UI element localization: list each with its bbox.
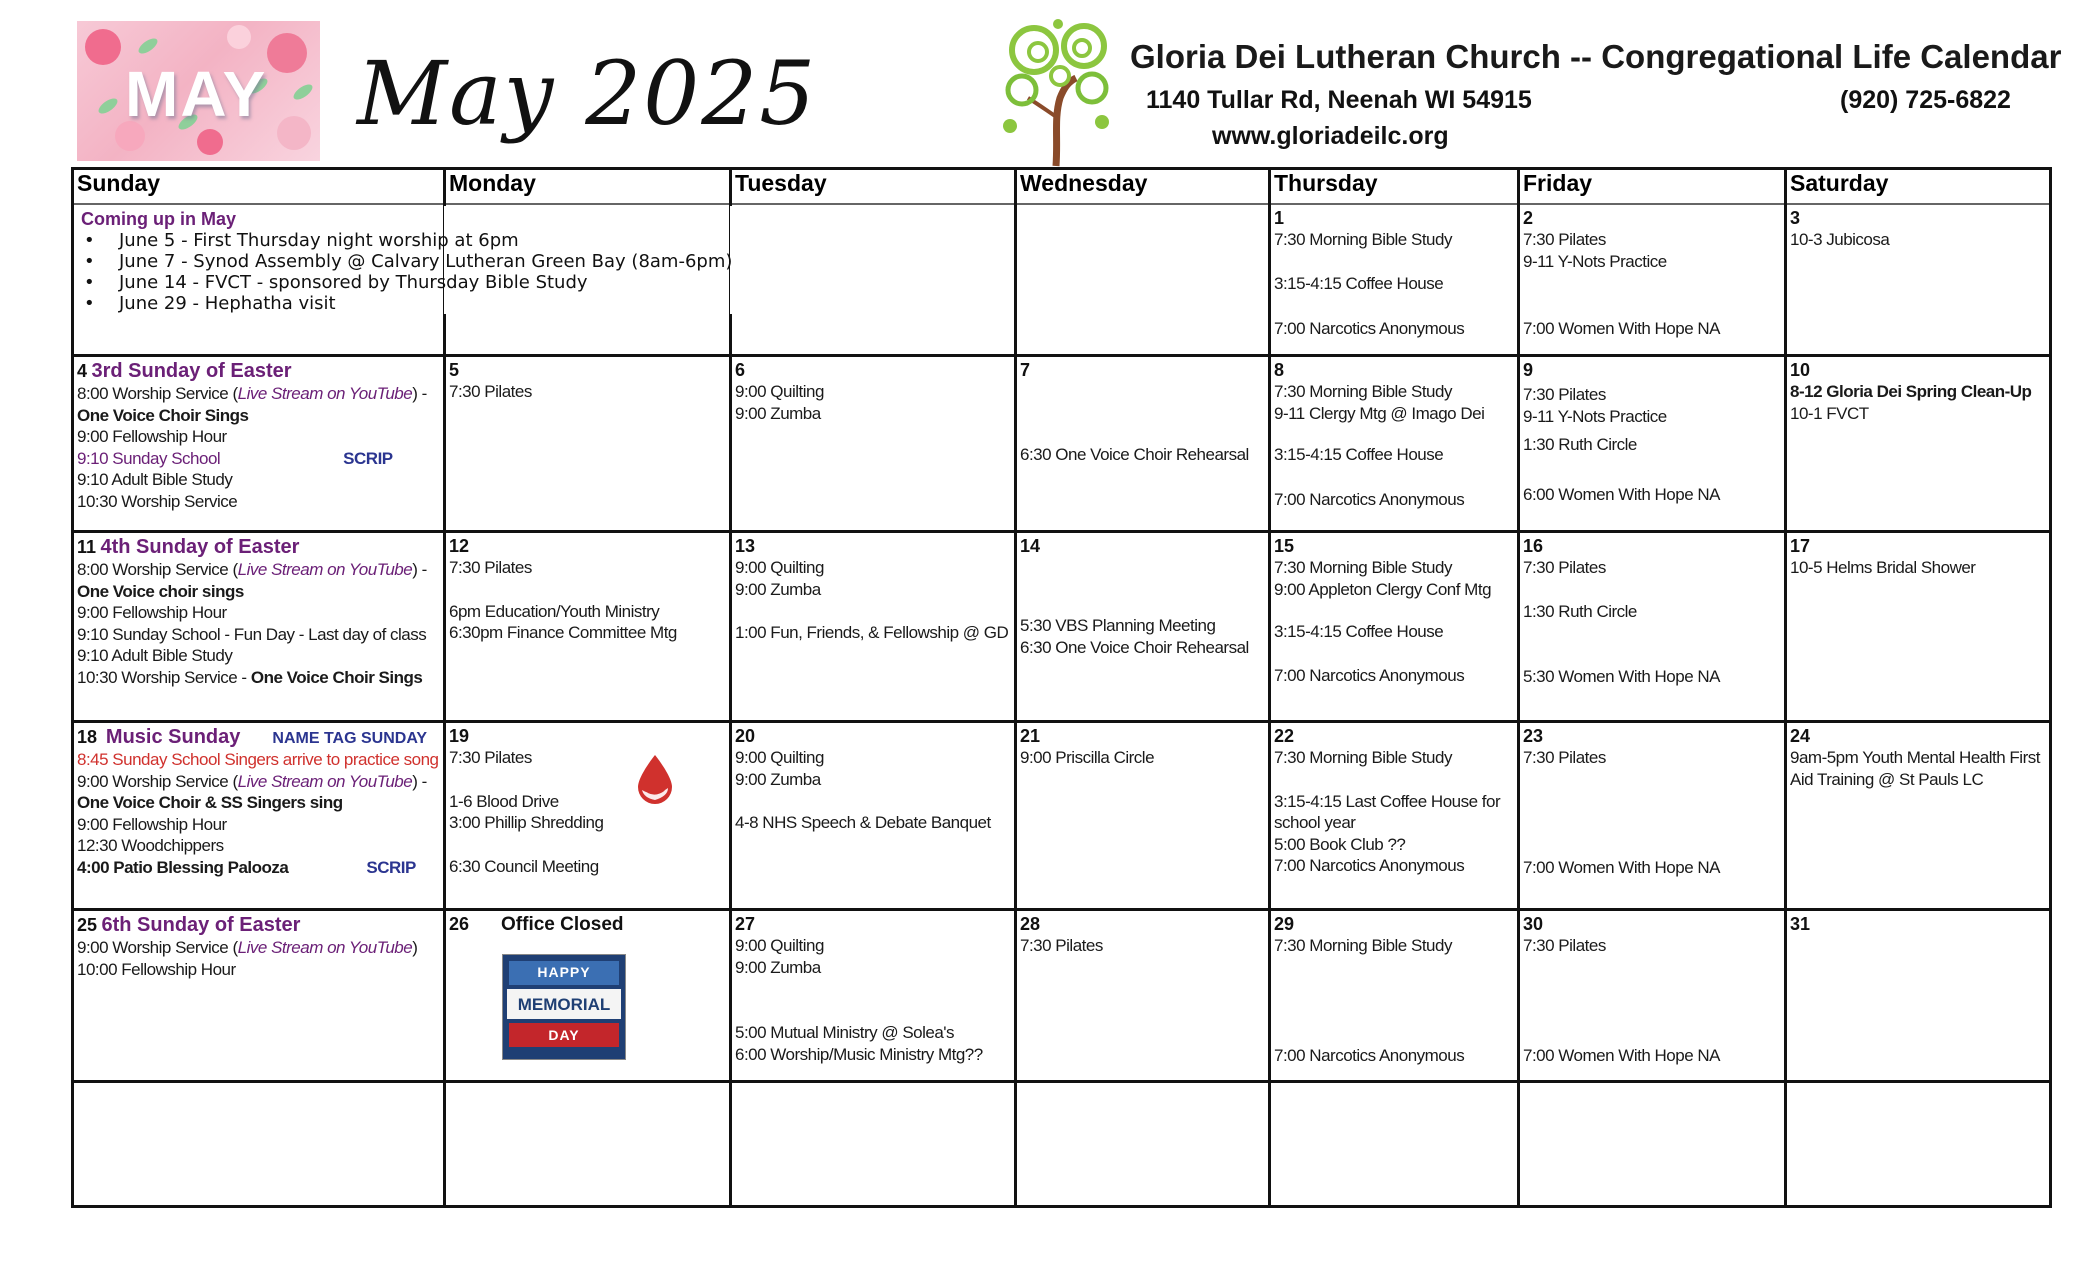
day-cell-24[interactable] — [1790, 726, 2045, 906]
day-number: 21 — [1020, 726, 1041, 746]
grid-line — [443, 354, 446, 1208]
event: 5:00 Book Club ?? — [1274, 834, 1406, 854]
day-number: 3 — [1790, 208, 1801, 228]
day-number: 30 — [1523, 914, 1544, 934]
church-phone: (920) 725-6822 — [1840, 86, 2011, 114]
event: 6:00 Worship/Music Ministry Mtg?? — [735, 1044, 983, 1064]
event: 7:00 Narcotics Anonymous — [1274, 319, 1465, 338]
day-cell-6[interactable] — [735, 360, 1011, 528]
day-number: 6 — [735, 360, 746, 380]
day-cell-15[interactable] — [1274, 536, 1514, 718]
day-number: 31 — [1790, 914, 1811, 934]
upcoming-events — [81, 208, 1001, 314]
day-cell-11[interactable] — [77, 536, 439, 718]
day-number: 9 — [1523, 360, 1534, 380]
upcoming-title: Coming up in May — [81, 209, 236, 229]
event: 3:15-4:15 Last Coffee House for — [1274, 791, 1501, 811]
sunday-title: 6th Sunday of Easter — [101, 914, 301, 936]
event: 3:15-4:15 Coffee House — [1274, 622, 1444, 641]
event: 1:00 Fun, Friends, & Fellowship @ GD — [735, 623, 1009, 642]
event: 9:00 Zumba — [735, 769, 821, 789]
church-name: Gloria Dei Lutheran Church -- Congregational Life Calendar — [1130, 38, 2062, 75]
livestream-link[interactable]: Live Stream on YouTube — [237, 938, 413, 957]
day-name-sunday: Sunday — [77, 170, 161, 196]
day-number: 5 — [449, 360, 460, 380]
event: 7:30 Morning Bible Study — [1274, 748, 1452, 767]
day-cell-30[interactable] — [1523, 914, 1781, 1078]
event: 9-11 Y-Nots Practice — [1523, 406, 1667, 426]
day-cell-8[interactable] — [1274, 360, 1514, 528]
grid-line — [71, 530, 2052, 533]
event: 7:00 Women With Hope NA — [1523, 319, 1720, 338]
event: 6:00 Women With Hope NA — [1523, 484, 1720, 504]
day-cell-22[interactable] — [1274, 726, 1514, 906]
day-number: 22 — [1274, 726, 1295, 746]
grid-line — [1784, 167, 1787, 1208]
church-address: 1140 Tullar Rd, Neenah WI 54915 — [1146, 86, 1532, 114]
event: 9:00 Zumba — [735, 579, 821, 599]
event: 9:10 Adult Bible Study — [77, 646, 233, 665]
event: 6:30 One Voice Choir Rehearsal — [1020, 445, 1249, 464]
day-number: 12 — [449, 536, 470, 556]
day-number: 20 — [735, 726, 756, 746]
event: 8-12 Gloria Dei Spring Clean-Up — [1790, 382, 2032, 401]
church-website[interactable]: www.gloriadeilc.org — [1212, 122, 1449, 150]
day-cell-14[interactable] — [1020, 536, 1265, 718]
event: 9:00 Priscilla Circle — [1020, 748, 1155, 767]
event: 9:10 Sunday School - Fun Day - Last day of class — [77, 624, 427, 644]
event: One Voice choir sings — [77, 581, 244, 601]
tree-logo-icon — [998, 18, 1118, 168]
day-number: 10 — [1790, 360, 1811, 380]
day-number: 15 — [1274, 536, 1295, 556]
day-number: 14 — [1020, 536, 1041, 556]
grid-line — [729, 354, 732, 1208]
event: 4:00 Patio Blessing Palooza — [77, 857, 289, 877]
event: 9:00 Quilting — [735, 936, 824, 955]
day-cell-31[interactable] — [1790, 914, 2045, 1078]
livestream-link[interactable]: Live Stream on YouTube — [237, 560, 413, 579]
day-cell-19[interactable] — [449, 726, 725, 906]
event: 9:00 Quilting — [735, 748, 824, 767]
day-name-wednesday: Wednesday — [1020, 170, 1148, 196]
event: 9:00 Zumba — [735, 957, 821, 977]
event: ) - — [412, 560, 427, 579]
sunday-title: 4th Sunday of Easter — [100, 536, 300, 558]
day-number: 18 — [77, 727, 98, 747]
month-title: May 2025 — [357, 42, 818, 145]
event: 7:30 Pilates — [449, 558, 532, 577]
event: 7:00 Narcotics Anonymous — [1274, 489, 1465, 509]
event: 7:30 Pilates — [1523, 748, 1606, 767]
may-banner-image — [77, 21, 320, 161]
day-cell-4[interactable] — [77, 360, 439, 528]
scrip-label: SCRIP — [343, 448, 393, 468]
grid-line — [71, 203, 2052, 205]
banner-text: MEMORIAL — [517, 995, 611, 1014]
day-cell-23[interactable] — [1523, 726, 1781, 906]
calendar-grid — [71, 167, 2052, 1208]
upcoming-item: • June 7 - Synod Assembly @ Calvary Lutheran Green Bay (8am-6pm) — [81, 251, 1001, 272]
event: 1:30 Ruth Circle — [1523, 601, 1637, 621]
event: 10-3 Jubicosa — [1790, 230, 1890, 249]
day-cell-18[interactable] — [77, 726, 439, 906]
grid-line — [1014, 167, 1017, 1208]
event: 9-11 Y-Nots Practice — [1523, 251, 1667, 271]
event: One Voice Choir Sings — [250, 667, 423, 687]
day-number: 28 — [1020, 914, 1041, 934]
event: 7:00 Narcotics Anonymous — [1274, 856, 1465, 875]
day-cell-3[interactable] — [1790, 208, 2045, 352]
event: 9:10 Adult Bible Study — [77, 470, 233, 489]
event: Aid Training @ St Pauls LC — [1790, 769, 1984, 789]
grid-line — [71, 908, 2052, 911]
event: 8:45 Sunday School Singers arrive to practice song — [77, 750, 439, 769]
upcoming-item: • June 14 - FVCT - sponsored by Thursday Bible Study — [81, 272, 1001, 293]
event: 8:00 Worship Service ( — [77, 560, 238, 579]
event: 9:00 Quilting — [735, 558, 824, 577]
event: 7:30 Morning Bible Study — [1274, 230, 1452, 249]
event: ) - — [412, 771, 427, 791]
event: 9am-5pm Youth Mental Health First — [1790, 748, 2040, 767]
event: 3:00 Phillip Shredding — [449, 813, 604, 832]
grid-line — [1517, 167, 1520, 1208]
day-cell-1[interactable] — [1274, 208, 1514, 352]
sunday-title: 3rd Sunday of Easter — [91, 360, 292, 382]
day-name-saturday: Saturday — [1790, 170, 1889, 196]
event: 10-1 FVCT — [1790, 403, 1869, 423]
banner-text: HAPPY — [537, 964, 591, 980]
grid-line — [71, 720, 2052, 723]
day-cell-21[interactable] — [1020, 726, 1265, 906]
day-cell-12[interactable] — [449, 536, 725, 718]
day-number: 4 — [77, 361, 88, 381]
event: Office Closed — [501, 914, 624, 935]
event: 7:30 Pilates — [449, 382, 532, 401]
day-number: 27 — [735, 914, 756, 934]
event: 8:00 Worship Service ( — [77, 384, 238, 403]
day-cell-26[interactable] — [449, 914, 725, 1078]
name-tag-label: NAME TAG SUNDAY — [272, 730, 428, 747]
day-cell-2[interactable] — [1523, 208, 1781, 352]
grid-line — [71, 1080, 2052, 1083]
day-cell-16[interactable] — [1523, 536, 1781, 718]
event: One Voice Choir & SS Singers sing — [77, 793, 343, 812]
event: 9:00 Quilting — [735, 382, 824, 401]
day-number: 13 — [735, 536, 756, 556]
event: 7:00 Narcotics Anonymous — [1274, 665, 1465, 685]
event: 6:30 Council Meeting — [449, 856, 599, 876]
day-number: 8 — [1274, 360, 1285, 380]
day-number: 24 — [1790, 726, 1811, 746]
event: 9:00 Zumba — [735, 403, 821, 423]
event: 9:00 Appleton Clergy Conf Mtg — [1274, 579, 1492, 599]
day-cell-10[interactable] — [1790, 360, 2045, 528]
event: 10-5 Helms Bridal Shower — [1790, 558, 1976, 577]
blood-drop-icon — [632, 752, 678, 806]
day-number: 2 — [1523, 208, 1534, 228]
event: 7:30 Pilates — [1523, 936, 1606, 955]
event: 9:00 Fellowship Hour — [77, 814, 227, 834]
event: 9:00 Fellowship Hour — [77, 427, 227, 446]
may-image-text: MAY — [125, 58, 268, 130]
livestream-link[interactable]: Live Stream on YouTube — [237, 384, 413, 403]
day-name-thursday: Thursday — [1274, 170, 1378, 196]
event: 10:30 Worship Service — [77, 491, 238, 511]
memorial-day-banner — [502, 954, 626, 1060]
event: 10:00 Fellowship Hour — [77, 959, 236, 979]
day-number: 25 — [77, 915, 98, 935]
upcoming-item: • June 5 - First Thursday night worship at 6pm — [81, 230, 1001, 251]
event: ) — [412, 938, 418, 957]
event: 7:30 Pilates — [1020, 936, 1103, 955]
day-name-friday: Friday — [1523, 170, 1593, 196]
day-cell-7[interactable] — [1020, 360, 1265, 528]
day-cell-5[interactable] — [449, 360, 725, 528]
event: 6:30 One Voice Choir Rehearsal — [1020, 637, 1249, 657]
event: 7:00 Narcotics Anonymous — [1274, 1045, 1465, 1065]
event: 3:15-4:15 Coffee House — [1274, 273, 1444, 293]
event: 7:00 Women With Hope NA — [1523, 1045, 1720, 1065]
day-number: 26 — [449, 914, 470, 934]
event: 7:30 Pilates — [1523, 558, 1606, 577]
banner-text: DAY — [548, 1027, 580, 1043]
day-number: 1 — [1274, 208, 1285, 228]
event: 12:30 Woodchippers — [77, 836, 224, 855]
day-cell-9[interactable] — [1523, 360, 1781, 528]
day-cell-29[interactable] — [1274, 914, 1514, 1078]
upcoming-item: • June 29 - Hephatha visit — [81, 293, 1001, 314]
event: 10:30 Worship Service - — [77, 667, 247, 687]
day-name-tuesday: Tuesday — [735, 170, 827, 196]
event: 7:00 Women With Hope NA — [1523, 857, 1720, 877]
day-number: 29 — [1274, 914, 1295, 934]
event: 7:30 Pilates — [449, 748, 532, 767]
event: 9:00 Fellowship Hour — [77, 603, 227, 622]
event: 6pm Education/Youth Ministry — [449, 601, 660, 621]
day-name-monday: Monday — [449, 170, 536, 196]
event: 7:30 Morning Bible Study — [1274, 558, 1452, 577]
event: 5:30 Women With Hope NA — [1523, 667, 1720, 686]
livestream-link[interactable]: Live Stream on YouTube — [237, 771, 413, 791]
event: 7:30 Morning Bible Study — [1274, 936, 1452, 955]
day-number: 7 — [1020, 360, 1031, 380]
event: 4-8 NHS Speech & Debate Banquet — [735, 813, 991, 832]
event: 6:30pm Finance Committee Mtg — [449, 623, 677, 642]
grid-line — [2049, 167, 2052, 1208]
day-cell-27[interactable] — [735, 914, 1011, 1078]
day-number: 16 — [1523, 536, 1544, 556]
day-cell-28[interactable] — [1020, 914, 1265, 1078]
grid-line — [1268, 167, 1271, 1208]
day-cell-13[interactable] — [735, 536, 1011, 718]
event: One Voice Choir Sings — [77, 405, 249, 425]
event: 5:30 VBS Planning Meeting — [1020, 616, 1216, 635]
day-cell-17[interactable] — [1790, 536, 2045, 718]
day-number: 23 — [1523, 726, 1544, 746]
day-number: 11 — [77, 537, 97, 557]
grid-line — [71, 167, 74, 1208]
event: 9-11 Clergy Mtg @ Imago Dei — [1274, 403, 1485, 423]
event: 7:30 Pilates — [1523, 385, 1606, 404]
day-number: 19 — [449, 726, 470, 746]
event: 1:30 Ruth Circle — [1523, 435, 1637, 454]
event: school year — [1274, 813, 1356, 832]
day-number: 17 — [1790, 536, 1811, 556]
grid-line — [71, 1205, 2052, 1208]
event: 5:00 Mutual Ministry @ Solea's — [735, 1023, 955, 1042]
event: ) - — [412, 384, 427, 403]
event: 9:10 Sunday School — [77, 448, 221, 468]
event: 9:00 Worship Service ( — [77, 771, 238, 791]
event: 7:30 Morning Bible Study — [1274, 382, 1452, 401]
event: 9:00 Worship Service ( — [77, 938, 238, 957]
day-cell-25[interactable] — [77, 914, 439, 1078]
sunday-title: Music Sunday — [105, 726, 241, 748]
event: 1-6 Blood Drive — [449, 791, 559, 811]
scrip-label: SCRIP — [366, 857, 416, 877]
event: 3:15-4:15 Coffee House — [1274, 445, 1444, 464]
event: 7:30 Pilates — [1523, 230, 1606, 249]
day-cell-20[interactable] — [735, 726, 1011, 906]
grid-line — [71, 354, 2052, 357]
